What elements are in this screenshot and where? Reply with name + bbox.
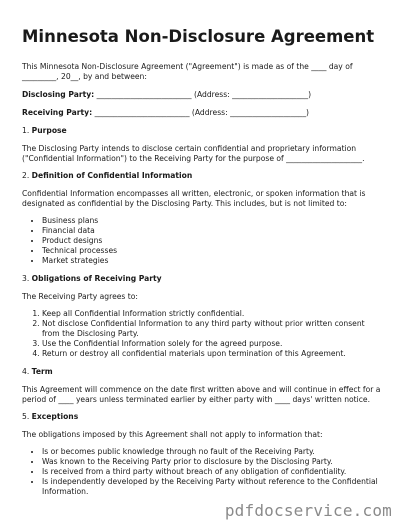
intro-paragraph: This Minnesota Non-Disclosure Agreement ("Agreement") is made as of the ____ day of _________, 20__, by and between:	[22, 62, 353, 81]
list-item: • Is or becomes public knowledge through no fault of the Receiving Party.	[42, 447, 384, 457]
section-exceptions-number: 5.	[22, 412, 30, 421]
section-definition-number: 2.	[22, 171, 30, 180]
list-item: 3. Use the Confidential Information solely for the agreed purpose.	[42, 339, 384, 349]
section-exceptions-heading	[22, 412, 384, 422]
section-obligations-number: 3.	[22, 274, 30, 283]
receiving-party-label: Receiving Party:	[22, 108, 93, 117]
section-obligations-title: Obligations of Receiving Party	[31, 274, 162, 283]
section-purpose-title: Purpose	[31, 126, 67, 135]
section-purpose-number: 1.	[22, 126, 30, 135]
section-term-title: Term	[31, 367, 53, 376]
list-item: • Is independently developed by the Receiving Party without reference to the Confidential Information.	[42, 477, 384, 497]
list-item: • Product designs	[42, 236, 384, 246]
section-exceptions-title: Exceptions	[31, 412, 79, 421]
section-term-text: This Agreement will commence on the date first written above and will continue in effect for a period of ____ years unless terminated earlier by either party with ____ days' written notice.	[22, 385, 381, 404]
section-purpose-heading	[22, 126, 384, 136]
section-purpose-text: The Disclosing Party intends to disclose certain confidential and proprietary information ("Confidential Information") to the Receiving Party for the purpose of ____________________.	[22, 144, 365, 163]
list-item: 2. Not disclose Confidential Information to any third party without prior written consent from the Disclosing Party.	[42, 319, 384, 339]
section-definition-text: Confidential Information encompasses all written, electronic, or spoken information that is designated as confidential by the Disclosing Party. This includes, but is not limited to:	[22, 189, 366, 208]
document-title: Minnesota Non-Disclosure Agreement	[22, 27, 375, 46]
list-item: 4. Return or destroy all confidential materials upon termination of this Agreement.	[42, 349, 384, 359]
exceptions-list	[22, 447, 384, 497]
section-exceptions-text: The obligations imposed by this Agreement shall not apply to information that:	[22, 430, 323, 439]
section-term-heading	[22, 367, 384, 377]
disclosing-party-row	[22, 90, 384, 100]
obligations-list	[22, 309, 384, 359]
section-obligations-text: The Receiving Party agrees to:	[22, 292, 138, 301]
section-obligations-heading	[22, 274, 384, 284]
list-item: • Business plans	[42, 216, 384, 226]
list-item: • Financial data	[42, 226, 384, 236]
list-item: 1. Keep all Confidential Information strictly confidential.	[42, 309, 384, 319]
disclosing-party-label: Disclosing Party:	[22, 90, 95, 99]
list-item: • Is received from a third party without breach of any obligation of confidentiality.	[42, 467, 384, 477]
watermark-text: pdfdocservice.com	[224, 501, 392, 520]
section-definition-heading	[22, 171, 384, 181]
document-content	[22, 26, 384, 505]
receiving-party-row	[22, 108, 384, 118]
list-item: • Was known to the Receiving Party prior to disclosure by the Disclosing Party.	[42, 457, 384, 467]
list-item: • Market strategies	[42, 256, 384, 266]
section-term-number: 4.	[22, 367, 30, 376]
disclosing-party-value: _________________________ (Address: ____________________)	[96, 90, 312, 99]
list-item: • Technical processes	[42, 246, 384, 256]
receiving-party-value: _________________________ (Address: ____________________)	[94, 108, 309, 117]
section-definition-title: Definition of Confidential Information	[31, 171, 193, 180]
definition-list	[22, 216, 384, 266]
